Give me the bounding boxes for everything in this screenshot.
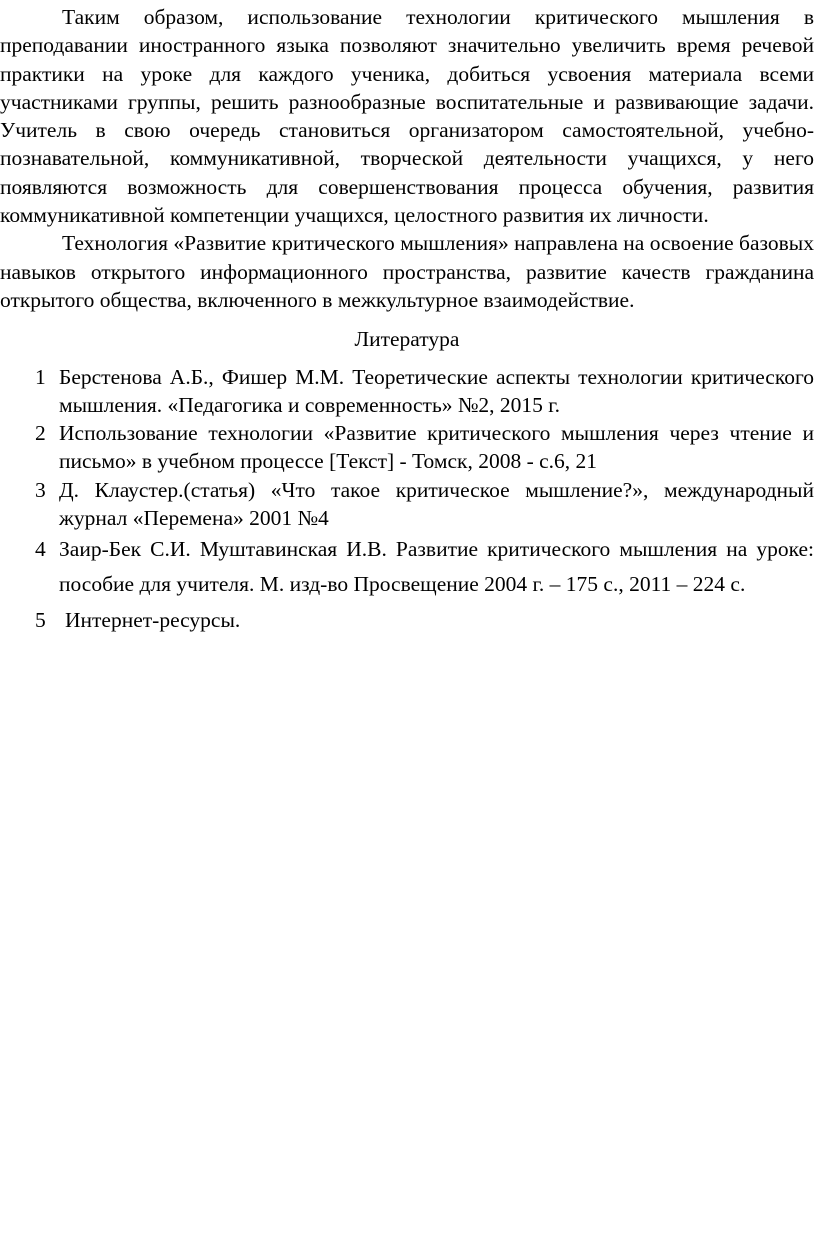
reference-text: Д. Клаустер.(статья) «Что такое критическое мышление?», международный журнал «Перемена» 2001 №4 — [59, 477, 814, 531]
reference-number: 4 — [35, 537, 46, 562]
reference-number: 3 — [35, 477, 46, 502]
reference-item-5 — [0, 606, 814, 634]
reference-text: Использование технологии «Развитие критического мышления через чтение и письмо» в учебном процессе [Текст] - Томск, 2008 - с.6, 21 — [59, 421, 814, 474]
reference-text: Интернет-ресурсы. — [65, 608, 241, 633]
document-body — [0, 3, 814, 635]
reference-number: 2 — [35, 421, 46, 446]
references-list — [0, 363, 814, 635]
reference-number: 5 — [35, 608, 46, 633]
reference-item-2 — [0, 419, 814, 476]
reference-item-4 — [0, 532, 814, 602]
references-heading: Литература — [354, 327, 460, 352]
paragraph-technology-goal: Технология «Развитие критического мышления» направлена на освоение базовых навыков открытого информационного пространства, развитие качеств гражданина открытого общества, включенного в межкультурное взаимодействие. — [0, 231, 814, 312]
reference-text: Берстенова А.Б., Фишер М.М. Теоретические аспекты технологии критического мышления. «Педагогика и современность» №2, 2015 г. — [59, 364, 814, 417]
reference-item-1 — [0, 363, 814, 420]
paragraph-conclusion: Таким образом, использование технологии критического мышления в преподавании иностранного языка позволяют значительно увеличить время речевой практики на уроке для каждого ученика, добиться усвоения материала всеми участниками группы, решить разнообразные воспитательные и развивающие задачи. Учитель в свою очередь становиться организатором самостоятельной, учебно-познавательной, коммуникативной, творческой деятельности учащихся, у него появляются возможность для совершенствования процесса обучения, развития коммуникативной компетенции учащихся, целостного развития их личности. — [0, 5, 814, 228]
reference-number: 1 — [35, 364, 46, 389]
reference-text: Заир-Бек С.И. Муштавинская И.В. Развитие критического мышления на уроке: пособие для учителя. М. изд-во Просвещение 2004 г. – 175 с., 2011 – 224 с. — [59, 537, 814, 597]
reference-item-3 — [0, 476, 814, 533]
